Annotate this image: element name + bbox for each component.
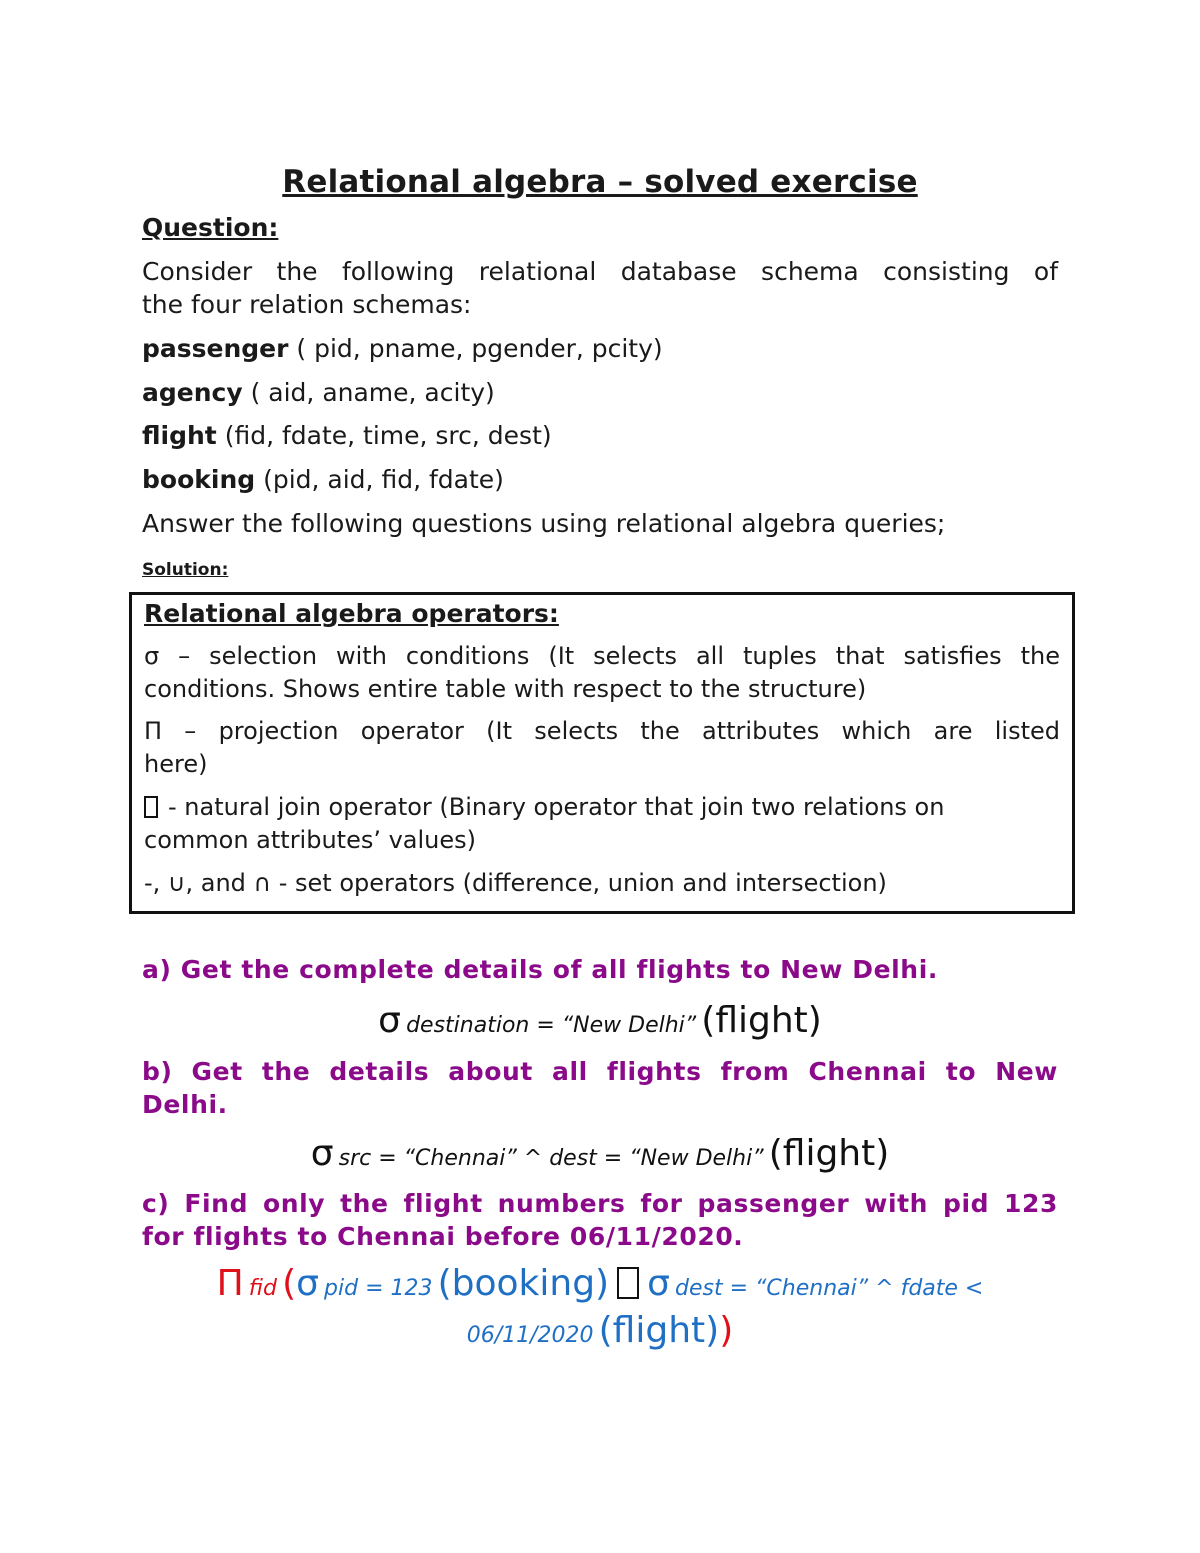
schema-name: passenger bbox=[142, 334, 289, 363]
page-title: Relational algebra – solved exercise bbox=[282, 164, 918, 200]
operators-box-title: Relational algebra operators: bbox=[144, 599, 559, 628]
join-desc-line-1 bbox=[144, 793, 1060, 821]
schema-attrs: ( pid, pname, pgender, pcity) bbox=[288, 334, 663, 363]
question-label: Question: bbox=[142, 213, 279, 242]
query-a-condition: destination = “New Delhi” bbox=[406, 1013, 697, 1038]
selection-symbol: σ bbox=[296, 1263, 319, 1304]
natural-join-icon bbox=[144, 796, 158, 818]
query-c-condition-2a: dest = “Chennai” ^ fdate < bbox=[675, 1276, 984, 1301]
selection-symbol: σ bbox=[647, 1263, 670, 1304]
intro-line-2: the four relation schemas: bbox=[142, 290, 472, 319]
projection-symbol: Π bbox=[216, 1263, 244, 1304]
solution-label: Solution: bbox=[142, 560, 229, 580]
query-a-expression bbox=[0, 1000, 1200, 1041]
schema-attrs: (fid, fdate, time, src, dest) bbox=[216, 421, 552, 450]
outer-open-paren: ( bbox=[282, 1263, 297, 1304]
query-b-condition: src = “Chennai” ^ dest = “New Delhi” bbox=[338, 1146, 764, 1171]
outer-close-paren: ) bbox=[719, 1310, 734, 1351]
schema-attrs: ( aid, aname, acity) bbox=[242, 378, 495, 407]
instruction-text: Answer the following questions using relational algebra queries; bbox=[142, 509, 946, 538]
query-b-expression bbox=[0, 1133, 1200, 1174]
schema-name: agency bbox=[142, 378, 243, 407]
schema-name: flight bbox=[142, 421, 217, 450]
sigma-desc-line-1: σ – selection with conditions (It selects all tuples that satisfies the bbox=[144, 642, 1060, 670]
schema-name: booking bbox=[142, 465, 256, 494]
sigma-desc-line-2: conditions. Shows entire table with respect to the structure) bbox=[144, 675, 867, 703]
question-b-line-2: Delhi. bbox=[142, 1090, 228, 1119]
projection-attribute: fid bbox=[248, 1276, 277, 1301]
natural-join-icon bbox=[617, 1267, 639, 1299]
intro-line-1: Consider the following relational database schema consisting of bbox=[142, 257, 1058, 286]
question-b-line-1: b) Get the details about all flights from Chennai to New bbox=[142, 1057, 1058, 1086]
schema-passenger bbox=[142, 334, 663, 363]
query-c-condition-2b: 06/11/2020 bbox=[466, 1323, 594, 1348]
join-desc-text: - natural join operator (Binary operator that join two relations on bbox=[168, 793, 945, 821]
query-a-relation: (flight) bbox=[701, 1000, 822, 1041]
question-c-line-2: for flights to Chennai before 06/11/2020. bbox=[142, 1222, 744, 1251]
schema-agency bbox=[142, 378, 495, 407]
schema-booking bbox=[142, 465, 504, 494]
schema-attrs: (pid, aid, fid, fdate) bbox=[255, 465, 504, 494]
question-a-text: a) Get the complete details of all flights to New Delhi. bbox=[142, 955, 938, 984]
join-desc-line-2: common attributes’ values) bbox=[144, 826, 477, 854]
selection-symbol: σ bbox=[378, 1000, 401, 1041]
set-ops-desc-line: -, ∪, and ∩ - set operators (difference, union and intersection) bbox=[144, 869, 887, 897]
question-c-line-1: c) Find only the flight numbers for passenger with pid 123 bbox=[142, 1189, 1058, 1218]
query-c-condition-1: pid = 123 bbox=[324, 1276, 433, 1301]
query-c-expression-line-2 bbox=[0, 1310, 1200, 1351]
schema-flight bbox=[142, 421, 552, 450]
selection-symbol: σ bbox=[310, 1133, 334, 1174]
query-c-expression-line-1 bbox=[0, 1263, 1200, 1304]
operators-box bbox=[129, 592, 1075, 914]
query-c-relation-booking: (booking) bbox=[437, 1263, 610, 1304]
pi-desc-line-1: Π – projection operator (It selects the attributes which are listed bbox=[144, 717, 1060, 745]
pi-desc-line-2: here) bbox=[144, 750, 208, 778]
query-b-relation: (flight) bbox=[768, 1133, 890, 1174]
query-c-relation-flight: (flight) bbox=[598, 1310, 720, 1351]
